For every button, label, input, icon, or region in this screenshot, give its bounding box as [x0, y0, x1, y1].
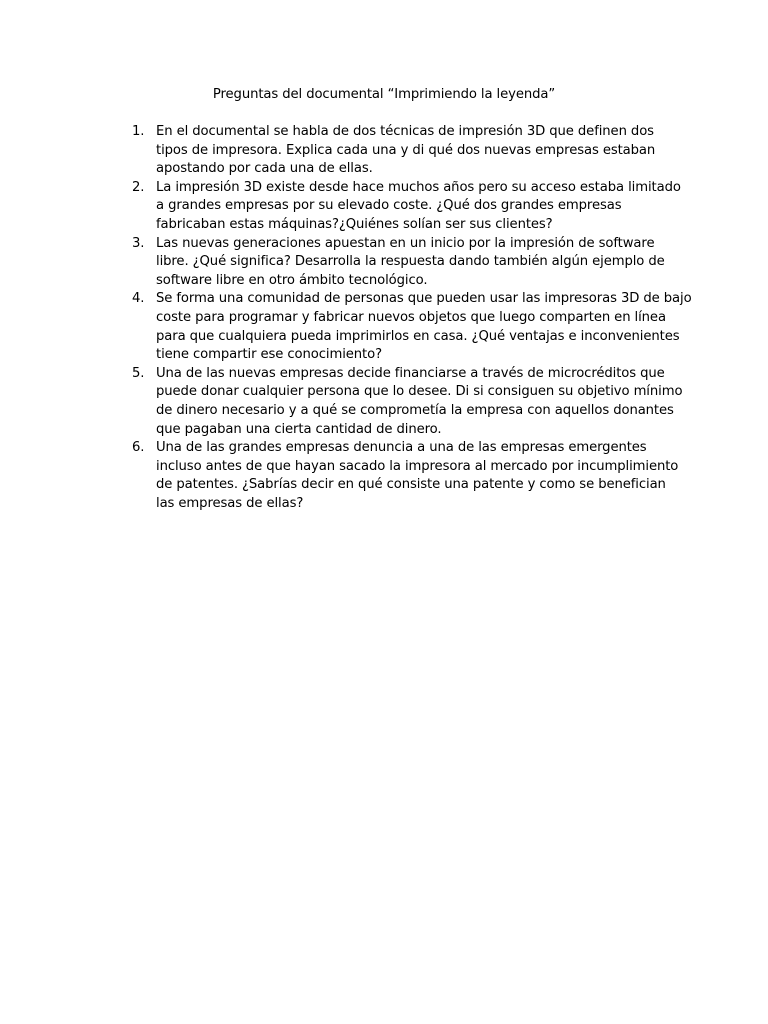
question-line: Una de las grandes empresas denuncia a una de las empresas emergentes [156, 440, 647, 456]
question-line: coste para programar y fabricar nuevos objetos que luego comparten en línea [156, 309, 666, 325]
question-text [156, 235, 666, 291]
question-text [156, 179, 681, 235]
question-item-1 [0, 123, 666, 179]
question-text [156, 123, 666, 179]
question-text [156, 290, 692, 364]
question-line: de patentes. ¿Sabrías decir en qué consiste una patente y como se benefician [156, 477, 666, 493]
document-title: Preguntas del documental “Imprimiendo la leyenda” [212, 87, 556, 102]
question-line: La impresión 3D existe desde hace muchos años pero su acceso estaba limitado [156, 179, 681, 195]
question-text [156, 365, 683, 439]
question-line: fabricaban estas máquinas?¿Quiénes solían ser sus clientes? [156, 216, 553, 232]
question-number: 3. [132, 235, 145, 251]
question-number: 6. [132, 440, 145, 456]
question-line: las empresas de ellas? [156, 495, 304, 511]
question-item-4 [0, 290, 692, 364]
question-line: de dinero necesario y a qué se comprometía la empresa con aquellos donantes [156, 402, 674, 418]
question-line: puede donar cualquier persona que lo desee. Di si consiguen su objetivo mínimo [156, 384, 683, 400]
question-item-3 [0, 235, 666, 291]
question-line: para que cualquiera pueda imprimirlos en casa. ¿Qué ventajas e inconvenientes [156, 328, 680, 344]
question-number: 4. [132, 291, 145, 307]
question-line: libre. ¿Qué significa? Desarrolla la respuesta dando también algún ejemplo de [156, 254, 665, 270]
question-line: tiene compartir ese conocimiento? [156, 347, 382, 363]
question-item-6 [0, 439, 679, 513]
question-line: En el documental se habla de dos técnicas de impresión 3D que definen dos [156, 124, 654, 139]
question-list [0, 123, 768, 513]
question-line: apostando por cada una de ellas. [156, 161, 373, 177]
question-line: incluso antes de que hayan sacado la impresora al mercado por incumplimiento [156, 458, 679, 474]
question-line: Se forma una comunidad de personas que pueden usar las impresoras 3D de bajo [156, 291, 692, 307]
question-number: 1. [132, 124, 145, 139]
question-number: 2. [132, 179, 145, 195]
question-line: Las nuevas generaciones apuestan en un inicio por la impresión de software [156, 235, 655, 251]
question-item-5 [0, 365, 683, 439]
question-number: 5. [132, 365, 145, 381]
question-item-2 [0, 179, 681, 235]
question-line: tipos de impresora. Explica cada una y di qué dos nuevas empresas estaban [156, 142, 656, 158]
question-line: software libre en otro ámbito tecnológico. [156, 272, 428, 288]
question-text [156, 439, 679, 513]
question-line: a grandes empresas por su elevado coste. ¿Qué dos grandes empresas [156, 198, 622, 214]
question-line: Una de las nuevas empresas decide financiarse a través de microcréditos que [156, 365, 665, 381]
question-line: que pagaban una cierta cantidad de dinero. [156, 421, 442, 437]
